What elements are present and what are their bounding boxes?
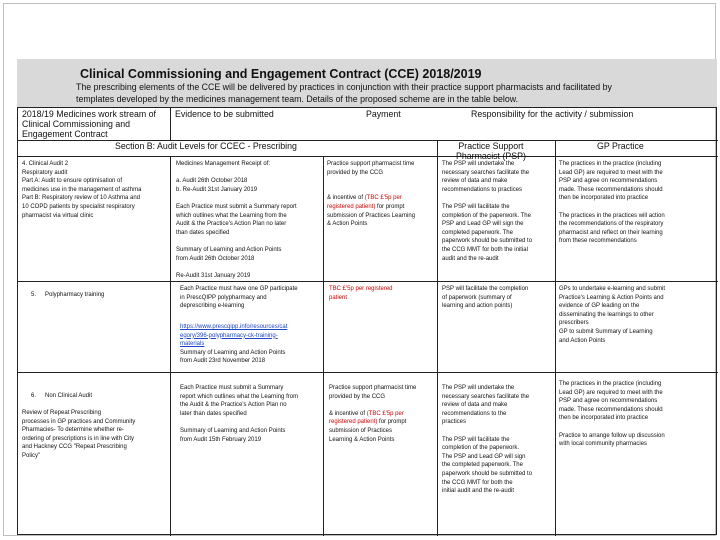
header-gp: GP Practice xyxy=(597,141,644,151)
header-responsibility: Responsibility for the activity / submission xyxy=(471,109,634,119)
row3-payment: Practice support pharmacist time provided by the CCG & incentive of (TBC £'5p per registered patient) for prompt submission of Practices Learning & Action Points xyxy=(329,385,417,443)
row3-gp-responsibility: The practices in the practice (including Lead GP) are required to meet with the PSP and agree on recommendations made. These recommendations should then be incorporated into practice Practice to arrange follow up discussion with local community pharmacies xyxy=(559,381,665,448)
header-psp: Practice Support Pharmacist (PSP) xyxy=(456,141,526,161)
row3-number: 6. xyxy=(31,393,37,399)
header-payment: Payment xyxy=(366,109,401,119)
row3-psp-responsibility: The PSP will undertake the necessary searches facilitate the review of data and make recommendations to the practices The PSP will facilitate the completion of the paperwork. The PSP and Lead GP will sign the completed paperwork. The paperwork should be submitted to the CCG MMT for both the initial audit and the re-audit xyxy=(442,385,533,495)
intro-line: The prescribing elements of the CCE will be delivered by practices in conjunction with their practice support pharmacists and facilitated by xyxy=(76,82,612,92)
header-evidence: Evidence to be submitted xyxy=(175,109,274,119)
row2-gp-responsibility: GPs to undertake e-learning and submit Practice's Learning & Action Points and evidence of GP leading on the disseminating the learnings to other prescribers GP to submit Summary of Learning and Action Points xyxy=(559,286,666,344)
row1-gp-responsibility: The practices in the practice (including Lead GP) are required to meet with the PSP and agree on recommendations made. These recommendations should then be incorporated into practice The practices in the practices will action the recommendations of the respiratory pharmacist and reflect on their learning from these recommendations xyxy=(559,161,665,245)
cce-table xyxy=(17,107,717,535)
header-workstream: 2018/19 Medicines work stream of Clinical Commissioning and Engagement Contract xyxy=(22,109,156,139)
row1-evidence: Medicines Management Receipt of: a. Audit 26th October 2018 b. Re-Audit 31st January 2019 Each Practice must submit a Summary report which outlines what the Learning from the Audit & the Practice's Action Plan no later than dates specified Summary of Learning and Action Points from Audit 26th October 2018 Re-Audit 31st January 2019 xyxy=(176,161,297,279)
section-heading: Section B: Audit Levels for CCEC - Prescribing xyxy=(115,141,297,151)
row2-payment: TBC £'5p per registered patient xyxy=(329,286,393,301)
row2-workstream: Polypharmacy training xyxy=(45,292,105,298)
row1-psp-responsibility: The PSP will undertake the necessary searches facilitate the review of data and make recommendations to practices The PSP will facilitate the completion of the paperwork. The PSP and Lead GP will sign the completed paperwork. The paperwork should be submitted to the CCG MMT for both the initial audit and the re-audit xyxy=(442,161,533,262)
row1-payment: Practice support pharmacist time provided by the CCG & incentive of (TBC £'5p per registered patient) for prompt submission of Practices Learning & Action Points xyxy=(327,161,416,228)
row2-psp-responsibility: PSP will facilitate the completion of paperwork (summary of learning and action points) xyxy=(442,286,529,310)
intro-text xyxy=(76,82,701,105)
header-band xyxy=(17,59,717,107)
row3-workstream: Review of Repeat Prescribing processes in GP practices and Community Pharmacies- To determine whether re- ordering of prescriptions is in line with City and Hackney CCG "Repeat Prescribing Policy" xyxy=(22,410,136,459)
row3-title: Non Clinical Audit xyxy=(45,393,93,399)
row3-evidence: Each Practice must submit a Summary report which outlines what the Learning from the Audit & the Practice's Action Plan no later than dates specified Summary of Learning and Action Points from Audit 15th February 2019 xyxy=(180,385,299,443)
intro-line: templates developed by the medicines management team. Details of the proposed scheme are in the table below. xyxy=(76,93,519,104)
row1-workstream: 4. Clinical Audit 2 Respiratory audit Part A: Audit to ensure optimisation of medicines use in the management of asthma Part B: Respiratory review of 10 Asthma and 10 COPD patients by specialist respiratory pharmacist via virtual clinic xyxy=(22,161,142,219)
row2-evidence: Each Practice must have one GP participate in PrescQIPP polypharmacy and deprescribing e-learning xyxy=(180,286,298,310)
row2-number: 5. xyxy=(31,292,37,298)
page-title: Clinical Commissioning and Engagement Contract (CCE) 2018/2019 xyxy=(80,67,482,81)
row2-elearning-link[interactable]: https://www.prescqipp.info/resources/cat egory/396-polypharmacy-ck-training- materials Summary of Learning and Action Points from Audit 23rd November 2018 xyxy=(180,324,288,365)
